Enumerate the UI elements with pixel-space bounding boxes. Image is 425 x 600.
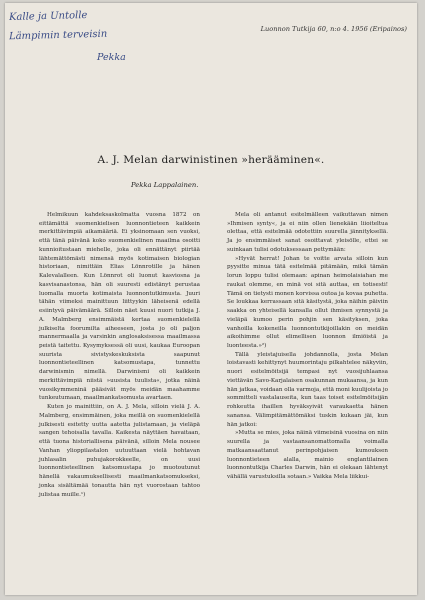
paragraph: Helmikuun kahdeksaskolmatta vuosna 1872 on eittämättä suomenkielisen luonnontieteen kaikkein merkittävimpiä aikamääriä. Ei yksinomaan sen vuoksi, että tänä päivänä koko suomenkielinen maailma osoitti kunnioitustaan miehelle, joka oli ennättänyt piirtää lähtemättömästi nimensä myös kotimaisen biologian historiaan, nimittäin Elias Lönnrotille ja hänen Kalevalalleen. Kun Lönnrot oli luonut kasviosna ja kasvisanastonsa, hän oli suuresti edistänyt perustaa luomalla muorta kotimaista luonnontutkimusta. Juuri tähän viimeksi mainittuun liittyykin läheisenä edellä esiintyvä päivämäärä. Silloin näet kuusi nuori tutkija J. A. Malmberg ensimmäistä kertaa suomenkielellä julkiselta foorumilta aiheeseen, josta jo oli paljon mannermaalla ja varsinkin anglosaksisessa maailmassa peistä taitettu. Kysymyksessä oli uusi, kaukaa Euroopan suurista sivistyskeskuksista saapunut luonnontieteellinen katsomustapa, tunnettu darwinismin nimellä. Darwinismi oli kaikkein merkittävimpiä niistä »uusista tuulista«, jotka näinä vuosikymmeninä pääsivät myös meidän maahamme tunkeutumaan, maailmankatsomusta avartaen. xyxy=(39,212,200,402)
handwritten-signature: Pekka xyxy=(97,52,126,63)
article-title: A. J. Melan darwinistinen »herääminen«. xyxy=(97,154,325,166)
document-page xyxy=(5,3,417,595)
article-author: Pekka Lappalainen. xyxy=(131,181,199,189)
quote-paragraph: »Mutta se mies, joka näinä viimeisinä vuosina on niin suurella ja vastaansanomattomalla voimalla matkaansaattanut perinpohjaisen kumouksen luonnontieteen alalla, mainio englantilainen luonnontutkija Charles Darwin, hän ei olekaan lähtenyt vähällä varustuksilla sotaan.» Vaikka Mela liikkui- xyxy=(227,430,388,481)
handwritten-dedication-line-1: Kalle ja Untolle xyxy=(8,9,88,24)
quote-paragraph: »Hyvät herrat! Johan te voitte arvata silloin kun pyysitte minua tätä esitelmää pitämään, mikä tämän lorun loppu tulisi olemaan: apinan heimolaisiahan me raukat olemme, en minä voi sitä auttaa, en totisesti! Tämä on tietysti monen korvissa outoa ja kovaa puhetta. Se loukkaa kerrassaan sitä käsitystä, joka näihin päiviin saakka on yhteisellä kansalla ollut ihmisen synnystä ja vieläpä kumoo perin pohjin sen käsityksen, joka vanhoilla kokeneilla luonnontutkijoillakin on meidän aikoihimme ollut elimellisen luonnon ilmiöistä ja luonteesta.»²) xyxy=(227,255,388,350)
handwritten-dedication-line-2: Lämpimin terveisin xyxy=(8,28,108,43)
journal-reference: Luonnon Tutkija 60, n:o 4. 1956 (Eripainos) xyxy=(260,25,407,33)
paragraph: Kuten jo mainittiin, on A. J. Mela, silloin vielä J. A. Malmberg, ensimmäinen, joka meillä on suomenkielellä julkisesti esitetty uutta aatetta julistamaan, ja vieläpä sangen tehoisalla tavalla. Kaikesta näyttäen havaitaan, että tuona historiallisena päivänä, silloin Mela nousee Vanhan ylioppilastalon uutuuttaan vielä hohtavan juhlasalin puhujakorokkeelle, on uusi luonnontieteellinen katsomustapa jo muotoutunut hänellä vakaumuksellisesti maailmankatsomukseksi, jonka sisältämää tonautta hän nyt vuorostaan tahtoo julistaa muille.¹) xyxy=(39,404,200,498)
paragraph: Mela oli antanut esitelmälleen vaikuttavan nimen »Ihmisen synty«, ja ei niin ollen lienekään liioiteltua olettaa, että esitelmää odotettiin suurella jännityksellä. Ja jo ensimmäiset sanat osoittavat yleisölle, ettei se suinkaan tulisi odotuksessaan pettymään: xyxy=(227,212,388,253)
left-column xyxy=(39,211,200,499)
right-column xyxy=(227,211,388,482)
paragraph: Tällä yleistajuisella johdannolla, josta Melan loistavasti kehittynyt huumorintaju pilkahtelee näkyviin, nuori esitelmöitsijä tempasi nyt vuosijuhlaansa viettävän Savo-Karjalaisen osakunnan mukaansa, ja kun hän jatkaa, voidaan olla varmoja, että moni kuulijoista jo sommitteli vastalauseita, kun taas toiset esitelmöitsijän rohkeutta ihaillen hyväksyivät varaukaetta hänen sanansa. Välimpitämättömäksi tuskin kukaan jäi, kun hän jatkoi: xyxy=(227,351,388,428)
